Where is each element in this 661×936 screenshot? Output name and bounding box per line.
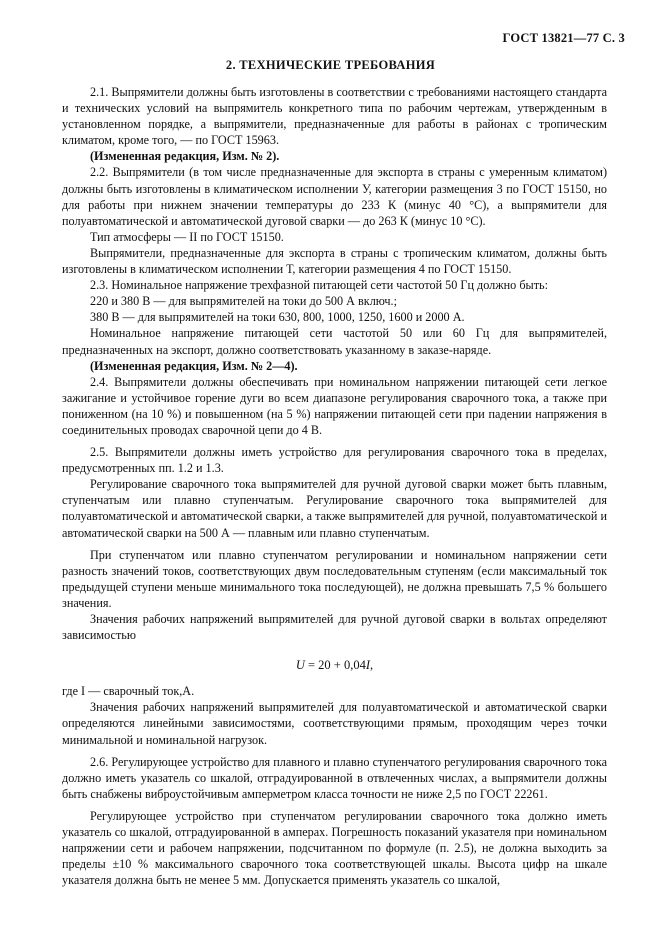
paragraph-regulation: Регулирование сварочного тока выпрямителей для ручной дуговой сварки может быть плавным, ступенчатым или плавно ступенчатым. Регулирование сварочного тока выпрямителей для полуавтоматической и автоматической сварки, а также выпрямителей для ручной, полуавтоматической и автоматической сварки на 500 А — плавным или плавно ступенчатым. bbox=[62, 477, 607, 540]
formula bbox=[62, 657, 607, 673]
paragraph-working-voltage: Значения рабочих напряжений выпрямителей для ручной дуговой сварки в вольтах определяют зависимостью bbox=[62, 612, 607, 643]
paragraph-voltage-220: 220 и 380 В — для выпрямителей на токи до 500 А включ.; bbox=[90, 294, 397, 309]
formula-tail: , bbox=[370, 658, 374, 673]
formula-legend: где I — сварочный ток,А. bbox=[62, 684, 195, 699]
paragraph-export: Выпрямители, предназначенные для экспорта в страны с тропическим климатом, должны быть изготовлены в климатическом исполнении Т, категории размещения 4 по ГОСТ 15150. bbox=[62, 245, 607, 277]
paragraph-step-regulation: При ступенчатом или плавно ступенчатом регулировании и номинальном напряжении сети разность значений токов, соответствующих двум последовательным ступеням (если максимальный ток предыдущей ступени меньше минимального тока последующей), не должна превышать 7,5 % большего значения. bbox=[62, 547, 607, 610]
formula-var: I bbox=[365, 658, 371, 673]
paragraph-2-2: 2.2. Выпрямители (в том числе предназначенные для экспорта в страны с умеренным климатом) должны быть изготовлены в климатическом исполнении У, категории размещения 3 по ГОСТ 15150, но для работы при нижнем значении температуры до 233 К (минус 40 °С), а выпрямители для полуавтоматической и автоматической дуговой сварки — до 263 К (минус 10 °С). bbox=[62, 165, 607, 228]
paragraph-2-3: 2.3. Номинальное напряжение трехфазной питающей сети частотой 50 Гц должно быть: bbox=[90, 278, 548, 293]
document-body bbox=[62, 84, 607, 888]
formula-rhs: = 20 + 0,04 bbox=[304, 658, 366, 673]
amendment-note: (Измененная редакция, Изм. № 2—4). bbox=[90, 358, 298, 373]
page-header: ГОСТ 13821—77 С. 3 bbox=[502, 31, 625, 45]
formula-lhs: U bbox=[295, 658, 305, 673]
paragraph-step-indicator: Регулирующее устройство при ступенчатом регулировании сварочного тока должно иметь указатель со шкалой, отградуированной в амперах. Погрешность показаний указателя при номинальном напряжении сети и рабочем напряжении, подсчитанном по формуле (п. 2.5), не должна выходить за пределы ±10 % максимального сварочного тока соответствующей шкалы. Высота цифр на шкале указателя должна быть не менее 5 мм. Допускается применять указатель со шкалой, bbox=[62, 808, 607, 888]
paragraph-atmosphere: Тип атмосферы — II по ГОСТ 15150. bbox=[90, 229, 284, 244]
paragraph-voltage-380: 380 В — для выпрямителей на токи 630, 800, 1000, 1250, 1600 и 2000 А. bbox=[90, 310, 465, 325]
paragraph-export-voltage: Номинальное напряжение питающей сети частотой 50 или 60 Гц для выпрямителей, предназначенных на экспорт, должно соответствовать указанному в заказе-наряде. bbox=[62, 326, 607, 357]
paragraph-2-1: 2.1. Выпрямители должны быть изготовлены в соответствии с требованиями настоящего стандарта и технических условий на выпрямитель конкретного типа по рабочим чертежам, утвержденным в установленном порядке, а выпрямители, предназначенные для работы в районах с тропическим климатом, кроме того, — по ГОСТ 15963. bbox=[62, 85, 607, 148]
paragraph-semiauto-voltage: Значения рабочих напряжений выпрямителей для полуавтоматической и автоматической сварки определяются линейными зависимостями, соответствующими прямым, проходящим через точки минимальной и номинальной нагрузок. bbox=[62, 700, 607, 747]
amendment-note: (Измененная редакция, Изм. № 2). bbox=[90, 149, 280, 164]
paragraph-2-4: 2.4. Выпрямители должны обеспечивать при номинальном напряжении питающей сети легкое зажигание и устойчивое горение дуги во всем диапазоне регулирования сварочного тока, а также при пониженном (на 10 %) и повышенном (на 5 %) напряжении питающей сети при падении напряжения в соединительных проводах сварочной цепи до 4 В. bbox=[62, 374, 607, 437]
paragraph-2-6: 2.6. Регулирующее устройство для плавного и плавно ступенчатого регулирования сварочного тока должно иметь указатель со шкалой, отградуированной в отвлеченных числах, а выпрямители должны быть снабжены виброустойчивым амперметром класса точности не ниже 2,5 по ГОСТ 22261. bbox=[62, 754, 607, 801]
section-title: 2. ТЕХНИЧЕСКИЕ ТРЕБОВАНИЯ bbox=[225, 58, 436, 72]
paragraph-2-5: 2.5. Выпрямители должны иметь устройство для регулирования сварочного тока в пределах, предусмотренных пп. 1.2 и 1.3. bbox=[62, 445, 607, 476]
